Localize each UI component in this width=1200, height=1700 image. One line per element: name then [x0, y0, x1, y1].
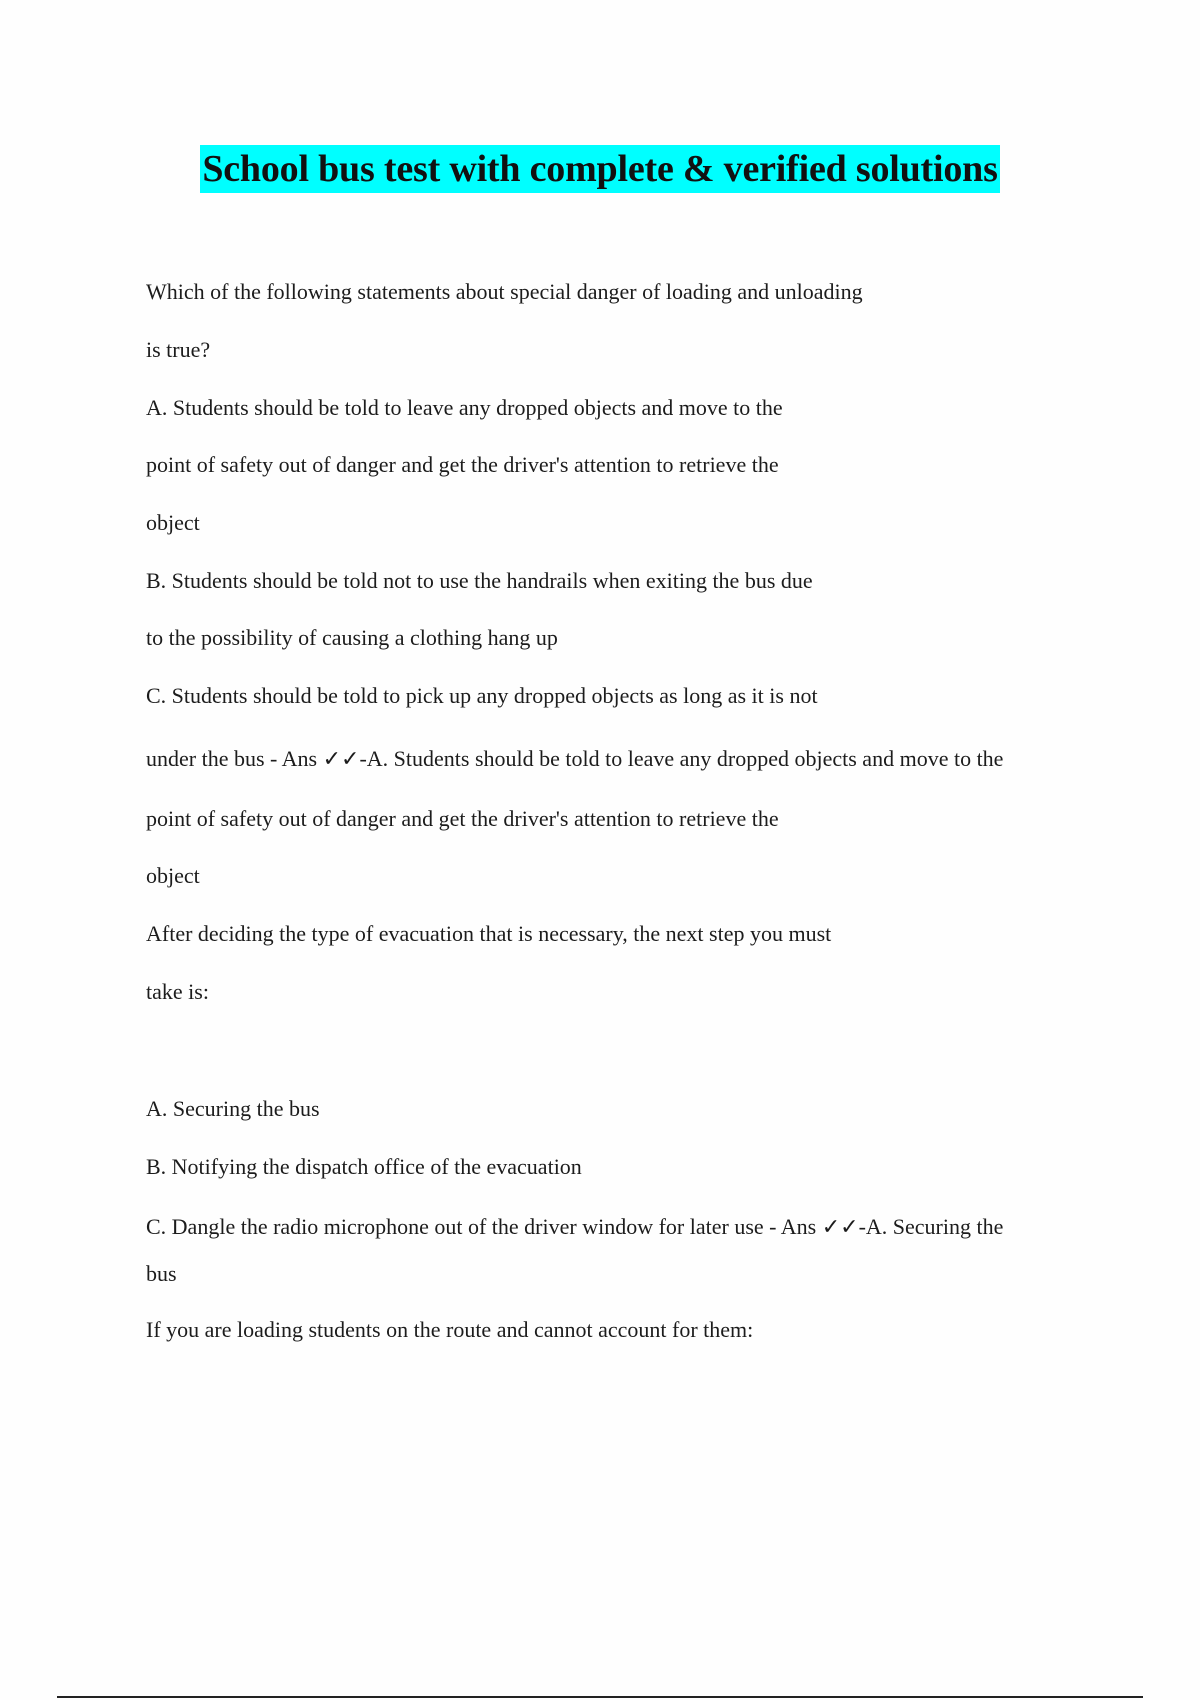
question-1-text-cont: is true?: [146, 337, 211, 362]
question-1-answer-cont: point of safety out of danger and get the driver's attention to retrieve the: [146, 806, 779, 831]
title-container: [0, 145, 1200, 193]
footer-divider: [57, 1696, 1143, 1698]
question-1-option-a-cont: point of safety out of danger and get the driver's attention to retrieve the: [146, 452, 779, 477]
question-1-option-a-cont: object: [146, 510, 200, 535]
question-1-option-b-cont: to the possibility of causing a clothing hang up: [146, 625, 558, 650]
question-1-answer: under the bus - Ans ✓✓-A. Students should be told to leave any dropped objects and move to the: [146, 746, 1004, 771]
question-2-option-c-answer: C. Dangle the radio microphone out of the driver window for later use - Ans ✓✓-A. Securing the: [146, 1214, 1004, 1239]
question-1-option-a: A. Students should be told to leave any dropped objects and move to the: [146, 395, 783, 420]
document-title: School bus test with complete & verified solutions: [200, 145, 999, 193]
question-2-option-a: A. Securing the bus: [146, 1096, 320, 1121]
question-2-text: After deciding the type of evacuation that is necessary, the next step you must: [146, 921, 832, 946]
question-2-option-b: B. Notifying the dispatch office of the evacuation: [146, 1154, 582, 1179]
question-1-text: Which of the following statements about special danger of loading and unloading: [146, 279, 863, 304]
question-1-option-c: C. Students should be told to pick up any dropped objects as long as it is not: [146, 683, 818, 708]
question-1-option-b: B. Students should be told not to use the handrails when exiting the bus due: [146, 568, 813, 593]
question-1-answer-cont: object: [146, 863, 200, 888]
question-2-answer-cont: bus: [146, 1261, 177, 1286]
question-2-text-cont: take is:: [146, 979, 209, 1004]
question-3-text: If you are loading students on the route and cannot account for them:: [146, 1317, 754, 1342]
